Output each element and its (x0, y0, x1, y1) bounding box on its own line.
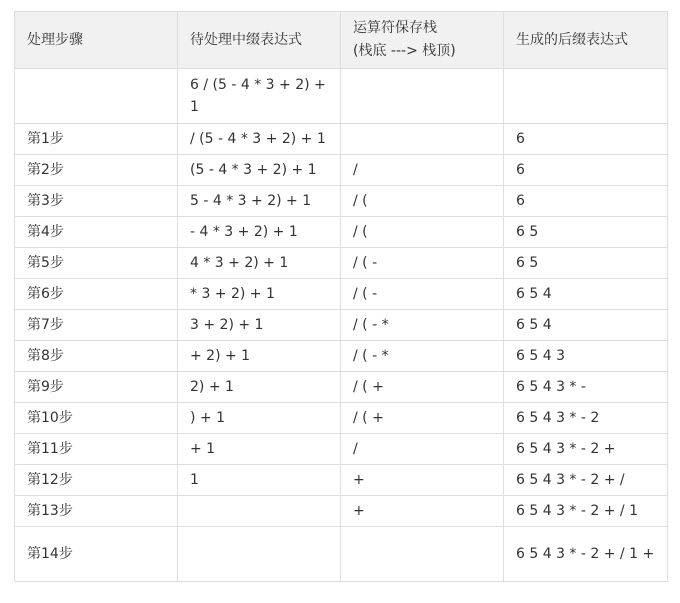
table-row (15, 217, 668, 248)
table-row (15, 279, 668, 310)
cell-postfix: 6 5 (504, 217, 668, 248)
header-operator-stack-title: 运算符保存栈 (353, 20, 437, 36)
cell-postfix: 6 5 (504, 248, 668, 279)
cell-infix: ) + 1 (178, 403, 341, 434)
table-row (15, 124, 668, 155)
table-row (15, 527, 668, 582)
cell-stack (341, 69, 504, 124)
cell-infix: + 2) + 1 (178, 341, 341, 372)
cell-stack: / ( + (341, 403, 504, 434)
cell-infix: 1 (178, 465, 341, 496)
cell-stack (341, 124, 504, 155)
cell-infix: 3 + 2) + 1 (178, 310, 341, 341)
cell-stack: + (341, 465, 504, 496)
cell-postfix: 6 5 4 3 * - 2 + (504, 434, 668, 465)
cell-infix (178, 527, 341, 582)
cell-postfix: 6 5 4 (504, 279, 668, 310)
cell-postfix: 6 5 4 3 * - 2 + / (504, 465, 668, 496)
cell-step: 第14步 (15, 527, 178, 582)
cell-step: 第1步 (15, 124, 178, 155)
table-row (15, 155, 668, 186)
cell-step: 第13步 (15, 496, 178, 527)
cell-stack: / ( - * (341, 310, 504, 341)
table-row (15, 372, 668, 403)
cell-step: 第7步 (15, 310, 178, 341)
header-infix: 待处理中缀表达式 (178, 12, 341, 69)
table-row (15, 341, 668, 372)
cell-postfix: 6 5 4 3 * - (504, 372, 668, 403)
table-row (15, 465, 668, 496)
header-row (15, 12, 668, 69)
cell-infix: (5 - 4 * 3 + 2) + 1 (178, 155, 341, 186)
cell-stack (341, 527, 504, 582)
cell-infix: / (5 - 4 * 3 + 2) + 1 (178, 124, 341, 155)
cell-stack: / ( - (341, 248, 504, 279)
cell-stack: / (341, 155, 504, 186)
cell-step: 第3步 (15, 186, 178, 217)
header-operator-stack-direction: (栈底 ---> 栈顶) (353, 43, 456, 59)
cell-postfix: 6 5 4 3 * - 2 (504, 403, 668, 434)
cell-step (15, 69, 178, 124)
cell-step: 第4步 (15, 217, 178, 248)
table-row (15, 248, 668, 279)
cell-step: 第5步 (15, 248, 178, 279)
header-operator-stack (341, 12, 504, 69)
cell-infix: - 4 * 3 + 2) + 1 (178, 217, 341, 248)
table-row (15, 310, 668, 341)
table-row (15, 186, 668, 217)
cell-step: 第9步 (15, 372, 178, 403)
cell-infix: * 3 + 2) + 1 (178, 279, 341, 310)
cell-step: 第10步 (15, 403, 178, 434)
cell-infix: 6 / (5 - 4 * 3 + 2) + 1 (178, 69, 341, 124)
cell-step: 第2步 (15, 155, 178, 186)
cell-postfix: 6 (504, 155, 668, 186)
cell-infix (178, 496, 341, 527)
cell-stack: / ( (341, 217, 504, 248)
cell-infix: 4 * 3 + 2) + 1 (178, 248, 341, 279)
cell-infix: + 1 (178, 434, 341, 465)
table-row (15, 434, 668, 465)
cell-step: 第6步 (15, 279, 178, 310)
cell-postfix: 6 (504, 186, 668, 217)
table-row (15, 496, 668, 527)
table-row (15, 403, 668, 434)
header-step: 处理步骤 (15, 12, 178, 69)
cell-postfix: 6 5 4 3 * - 2 + / 1 + (504, 527, 668, 582)
conversion-steps-table (14, 11, 668, 582)
cell-postfix: 6 5 4 3 * - 2 + / 1 (504, 496, 668, 527)
cell-infix: 2) + 1 (178, 372, 341, 403)
cell-stack: / ( + (341, 372, 504, 403)
cell-stack: / ( - * (341, 341, 504, 372)
cell-stack: / (341, 434, 504, 465)
table-header (15, 12, 668, 69)
cell-step: 第11步 (15, 434, 178, 465)
cell-postfix (504, 69, 668, 124)
cell-infix: 5 - 4 * 3 + 2) + 1 (178, 186, 341, 217)
cell-stack: / ( (341, 186, 504, 217)
cell-stack: / ( - (341, 279, 504, 310)
table-body (15, 69, 668, 582)
cell-postfix: 6 5 4 3 (504, 341, 668, 372)
cell-step: 第12步 (15, 465, 178, 496)
cell-postfix: 6 5 4 (504, 310, 668, 341)
header-postfix: 生成的后缀表达式 (504, 12, 668, 69)
cell-step: 第8步 (15, 341, 178, 372)
cell-stack: + (341, 496, 504, 527)
table-row (15, 69, 668, 124)
cell-postfix: 6 (504, 124, 668, 155)
